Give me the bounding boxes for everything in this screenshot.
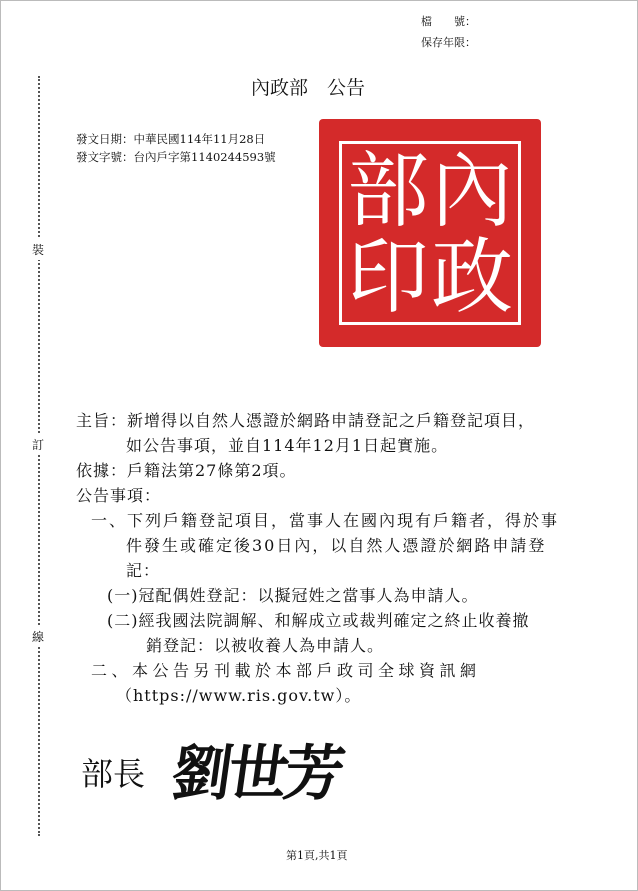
website-link[interactable]: （https://www.ris.gov.tw）。 — [116, 686, 362, 705]
document-number: 發文字號：台內戶字第1140244593號 — [76, 150, 276, 164]
items-label: 公告事項： — [76, 486, 162, 505]
file-number-label: 檔 號： — [421, 15, 476, 28]
signature-title: 部長 — [81, 755, 146, 793]
subject-line-1: 主旨：新增得以自然人憑證於網路申請登記之戶籍登記項目， — [76, 411, 536, 430]
margin-ding: 訂 — [32, 434, 44, 455]
page-number: 第1頁,共1頁 — [286, 849, 348, 862]
margin-zhuang: 裝 — [32, 239, 44, 260]
sub-item-2-line-1: (二)經我國法院調解、和解成立或裁判確定之終止收養撤 — [107, 611, 530, 630]
retention-label: 保存年限： — [421, 36, 476, 49]
signature-name: 劉世芳 — [167, 739, 346, 809]
basis: 依據：戶籍法第27條第2項。 — [76, 461, 297, 480]
item2-line-1: 二、本公告另刊載於本部戶政司全球資訊網 — [91, 661, 481, 680]
sub-item-2-line-2: 銷登記：以被收養人為申請人。 — [146, 636, 385, 655]
sub-item-1: (一)冠配偶姓登記：以擬冠姓之當事人為申請人。 — [107, 586, 479, 605]
page-title: 內政部 公告 — [251, 77, 366, 99]
subject-line-2: 如公告事項，並自114年12月1日起實施。 — [126, 436, 449, 455]
item1-line-3: 記： — [126, 561, 161, 580]
official-seal: 內 政 部 印 — [319, 119, 541, 347]
item1-line-2: 件發生或確定後30日內，以自然人憑證於網路申請登 — [126, 536, 547, 555]
margin-xian: 線 — [32, 626, 44, 647]
item1-line-1: 一、下列戶籍登記項目，當事人在國內現有戶籍者，得於事 — [91, 511, 560, 530]
issue-date: 發文日期：中華民國114年11月28日 — [76, 132, 266, 146]
binding-line — [38, 76, 40, 836]
